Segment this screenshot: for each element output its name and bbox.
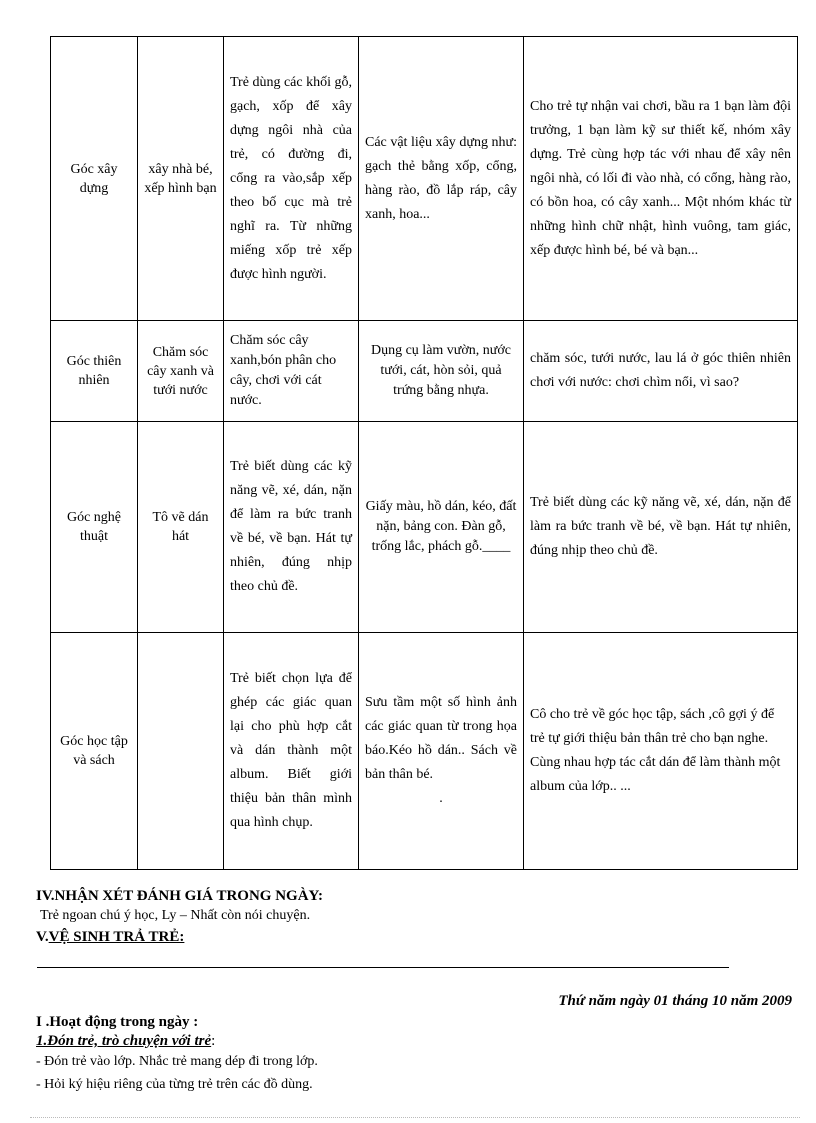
section-v-title: VỆ SINH TRẢ TRẺ:	[48, 929, 185, 945]
section-i-subtitle	[36, 1033, 215, 1050]
subtitle-text: 1.Đón trẻ, trò chuyện với trẻ	[36, 1033, 212, 1049]
corner-name: Góc thiên nhiên	[51, 321, 138, 422]
corner-materials: Các vật liệu xây dựng như: gạch thẻ bằng xốp, cổng, hàng rào, đồ lắp ráp, cây xanh, hoa...	[359, 37, 524, 321]
section-v-heading	[36, 929, 184, 946]
section-i-title: I .Hoạt động trong ngày :	[36, 1014, 199, 1030]
table-row	[51, 633, 798, 870]
corner-theme: xây nhà bé, xếp hình bạn	[138, 37, 224, 321]
subtitle-suffix: :	[211, 1033, 216, 1049]
corner-theme: Chăm sóc cây xanh và tưới nước	[138, 321, 224, 422]
date-line: Thứ năm ngày 01 tháng 10 năm 2009	[558, 993, 792, 1009]
table-row	[51, 321, 798, 422]
corner-name: Góc xây dựng	[51, 37, 138, 321]
section-iv-text: Trẻ ngoan chú ý học, Ly – Nhất còn nói chuyện.	[40, 908, 311, 923]
list-item: - Đón trẻ vào lớp. Nhắc trẻ mang dép đi trong lớp.	[36, 1054, 318, 1069]
page-bottom-dotted-line	[30, 1117, 800, 1118]
corner-activities: chăm sóc, tưới nước, lau lá ở góc thiên nhiên chơi với nước: chơi chìm nổi, vì sao?	[524, 321, 798, 422]
corner-materials	[359, 633, 524, 870]
corner-materials: Dụng cụ làm vườn, nước tưới, cát, hòn sỏi, quả trứng bằng nhựa.	[359, 321, 524, 422]
activity-corners-table	[50, 36, 798, 870]
materials-dot: .	[439, 791, 443, 806]
corner-theme: Tô vẽ dán hát	[138, 422, 224, 633]
table-row	[51, 37, 798, 321]
table-row	[51, 422, 798, 633]
corner-theme	[138, 633, 224, 870]
corner-activities: Cô cho trẻ về góc học tập, sách ,cô gợi ý để trẻ tự giới thiệu bản thân trẻ cho bạn nghe. Cùng nhau hợp tác cắt dán để làm thành một album của lớp.. ...	[524, 633, 798, 870]
corner-name: Góc học tập và sách	[51, 633, 138, 870]
corner-materials: Giấy màu, hồ dán, kéo, đất nặn, bảng con. Đàn gỗ, trống lắc, phách gỗ.____	[359, 422, 524, 633]
corner-skills: Trẻ biết chọn lựa để ghép các giác quan lại cho phù hợp cắt và dán thành một album. Biết giới thiệu bản thân mình qua hình chụp.	[224, 633, 359, 870]
corner-skills: Chăm sóc cây xanh,bón phân cho cây, chơi với cát nước.	[224, 321, 359, 422]
corner-name: Góc nghệ thuật	[51, 422, 138, 633]
corner-skills: Trẻ biết dùng các kỹ năng vẽ, xé, dán, nặn để làm ra bức tranh về bé, về bạn. Hát tự nhiên, đúng nhịp theo chủ đề.	[224, 422, 359, 633]
horizontal-rule	[37, 967, 729, 968]
section-v-prefix: V.	[36, 929, 49, 945]
corner-skills: Trẻ dùng các khối gỗ, gạch, xốp để xây dựng ngôi nhà của trẻ, có đường đi, cổng ra vào,sắp xếp theo bố cục mà trẻ nghĩ ra. Từ những miếng xốp trẻ xếp được hình người.	[224, 37, 359, 321]
section-iv-title: IV.NHẬN XÉT ĐÁNH GIÁ TRONG NGÀY:	[36, 888, 323, 904]
materials-text: Sưu tầm một số hình ảnh các giác quan từ trong họa báo.Kéo hồ dán.. Sách về bản thân bé.	[365, 695, 517, 782]
list-item: - Hỏi ký hiệu riêng của từng trẻ trên các đồ dùng.	[36, 1077, 313, 1092]
corner-activities: Trẻ biết dùng các kỹ năng vẽ, xé, dán, nặn để làm ra bức tranh về bé, về bạn. Hát tự nhiên, đúng nhịp theo chủ đề.	[524, 422, 798, 633]
corner-activities: Cho trẻ tự nhận vai chơi, bầu ra 1 bạn làm đội trưởng, 1 bạn làm kỹ sư thiết kế, nhóm xây dựng. Trẻ cùng hợp tác với nhau để xây nên ngôi nhà, có lối đi vào nhà, có cổng, hàng rào, có bồn hoa, có cây xanh... Một nhóm khác từ những hình chữ nhật, hình vuông, tam giác, xếp được hình bé, bé và bạn...	[524, 37, 798, 321]
